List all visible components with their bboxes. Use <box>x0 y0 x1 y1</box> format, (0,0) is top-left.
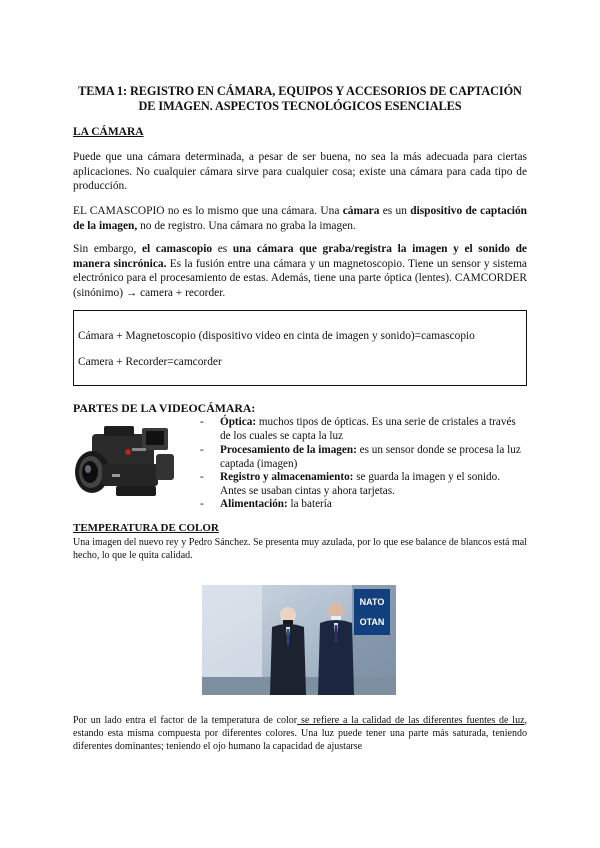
nato-sign-line-1: NATO <box>359 597 385 607</box>
paragraph-temperatura-detail <box>73 714 527 753</box>
box-line-1: Cámara + Magnetoscopio (dispositivo video en cinta de imagen y sonido)=camascopio <box>78 330 475 342</box>
text-span: la batería <box>287 498 332 510</box>
list-item-procesamiento: - Procesamiento de la imagen: es un sensor donde se procesa la luz captada (imagen) <box>200 444 521 470</box>
nato-sign-line-2: OTAN <box>359 617 385 627</box>
definition-box <box>73 310 527 386</box>
bold-span: una cámara que graba/registra la imagen y el sonido de manera sincrónica. <box>73 243 527 270</box>
text-span: es un <box>379 205 411 217</box>
text-span: muchos tipos de ópticas. Es una serie de cristales a través de los cuales se capta la luz <box>220 416 516 442</box>
text-span: Es la fusión entre una cámara y un magnetoscopio. Tiene un sensor y sistema electrónico para el procesamiento de estas. Además, tiene una parte óptica (lentes). CAMCORDER (sinónimo) → camera + recorder. <box>73 257 527 299</box>
bold-span: Óptica: <box>220 416 257 428</box>
bold-span: Alimentación: <box>220 498 288 510</box>
heading-temperatura-color: TEMPERATURA DE COLOR <box>73 522 219 534</box>
bold-span: el camascopio <box>141 243 213 255</box>
title-line-2: DE IMAGEN. ASPECTOS TECNOLÓGICOS ESENCIALES <box>138 99 462 113</box>
heading-la-camara: LA CÁMARA <box>73 126 144 138</box>
list-item-optica: - Óptica: muchos tipos de ópticas. Es una serie de cristales a través de los cuales se capta la luz <box>200 416 516 442</box>
text-span: Sin embargo, <box>73 243 142 255</box>
text-span: , estando esta misma compuesta por diferentes colores. Una luz puede tener una parte más saturada, teniendo diferentes dominantes; teniendo el ojo humano la capacidad de ajustarse <box>73 715 528 752</box>
paragraph-camera-intro: Puede que una cámara determinada, a pesar de ser buena, no sea la más adecuada para ciertas aplicaciones. No cualquier cámara sirve para cualquier cosa; existe una cámara para cada tipo de producción. <box>73 151 527 192</box>
document-title <box>70 84 530 114</box>
text-span: EL CAMASCOPIO no es lo mismo que una cámara. Una <box>73 205 343 217</box>
list-item-registro: - Registro y almacenamiento: se guarda la imagen y el sonido. Antes se usaban cintas y ahora tarjetas. <box>200 471 501 497</box>
underlined-span: se refiere a la calidad de las diferentes fuentes de luz <box>297 715 525 726</box>
title-line-1: TEMA 1: REGISTRO EN CÁMARA, EQUIPOS Y ACCESORIOS DE CAPTACIÓN <box>78 84 522 98</box>
paragraph-camascopio-definition <box>73 242 527 300</box>
photo-nato-meeting <box>202 585 396 695</box>
paragraph-camascopio <box>73 204 527 233</box>
text-span: es un sensor donde se procesa la luz captada (imagen) <box>220 444 521 470</box>
paragraph-temperatura-intro: Una imagen del nuevo rey y Pedro Sánchez. Se presenta muy azulada, por lo que ese balance de blancos está mal hecho, lo que le quita calidad. <box>73 537 527 561</box>
photo-graphic <box>202 585 396 695</box>
bold-span: cámara <box>342 205 380 217</box>
text-span: no de registro. Una cámara no graba la imagen. <box>137 219 356 232</box>
bold-span: Procesamiento de la imagen: <box>220 444 357 456</box>
box-line-2: Camera + Recorder=camcorder <box>78 356 222 368</box>
videocamera-image <box>72 424 180 504</box>
bold-span: Registro y almacenamiento: <box>220 471 354 483</box>
text-span: se guarda la imagen y el sonido. Antes se usaban cintas y ahora tarjetas. <box>220 471 501 497</box>
text-span: Por un lado entra el factor de la temperatura de color <box>73 715 298 726</box>
heading-partes-videocamara: PARTES DE LA VIDEOCÁMARA: <box>73 401 256 415</box>
text-span: es <box>212 243 233 255</box>
bold-span: dispositivo de captación de la imagen, <box>73 205 527 232</box>
list-item-alimentacion: - Alimentación: la batería <box>200 498 332 510</box>
